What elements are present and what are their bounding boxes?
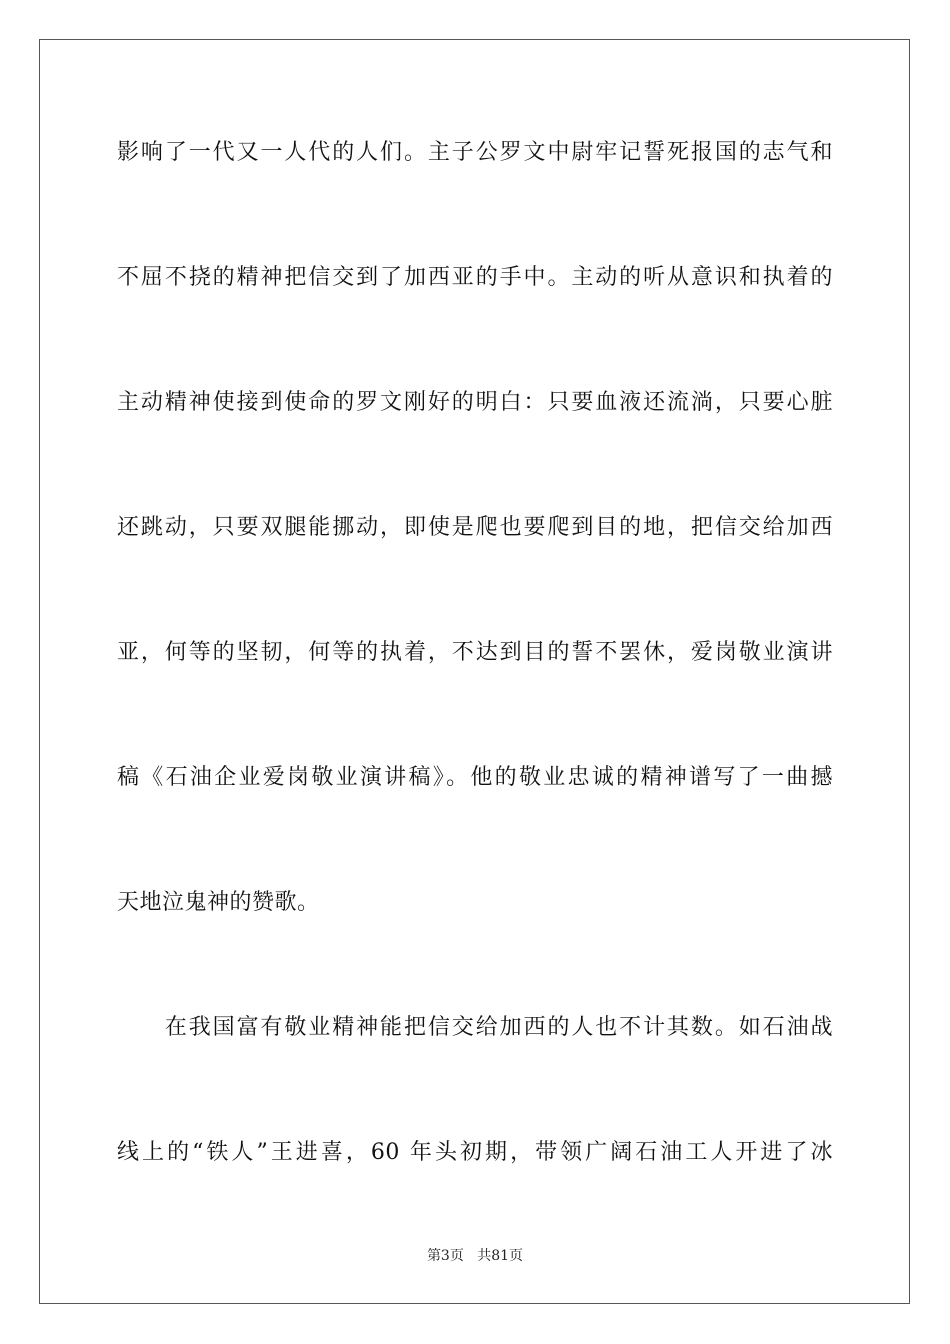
body-text-line-1: 影响了一代又一人代的人们。主子公罗文中尉牢记誓死报国的志气和 — [117, 140, 833, 165]
body-text-line-4: 还跳动，只要双腿能挪动，即使是爬也要爬到目的地，把信交给加西 — [117, 515, 833, 540]
page-border — [39, 39, 910, 1304]
page-number: 第3页 — [426, 1248, 464, 1264]
body-text-line-9: 线上的“铁人”王进喜，60 年头初期，带领广阔石油工人开进了冰 — [117, 1140, 833, 1165]
body-text-line-6: 稿《石油企业爱岗敬业演讲稿》。他的敬业忠诚的精神谱写了一曲撼 — [117, 765, 833, 790]
page-footer — [0, 1247, 950, 1265]
body-text-line-8: 在我国富有敬业精神能把信交给加西的人也不计其数。如石油战 — [117, 1015, 833, 1040]
body-text-line-7: 天地泣鬼神的赞歌。 — [117, 890, 320, 915]
body-text-line-3: 主动精神使接到使命的罗文刚好的明白：只要血液还流淌，只要心脏 — [117, 390, 833, 415]
body-text-line-5: 亚，何等的坚韧，何等的执着，不达到目的誓不罢休，爱岗敬业演讲 — [117, 640, 833, 665]
body-text-line-2: 不屈不挠的精神把信交到了加西亚的手中。主动的听从意识和执着的 — [117, 265, 833, 290]
page-total: 共81页 — [477, 1248, 524, 1264]
